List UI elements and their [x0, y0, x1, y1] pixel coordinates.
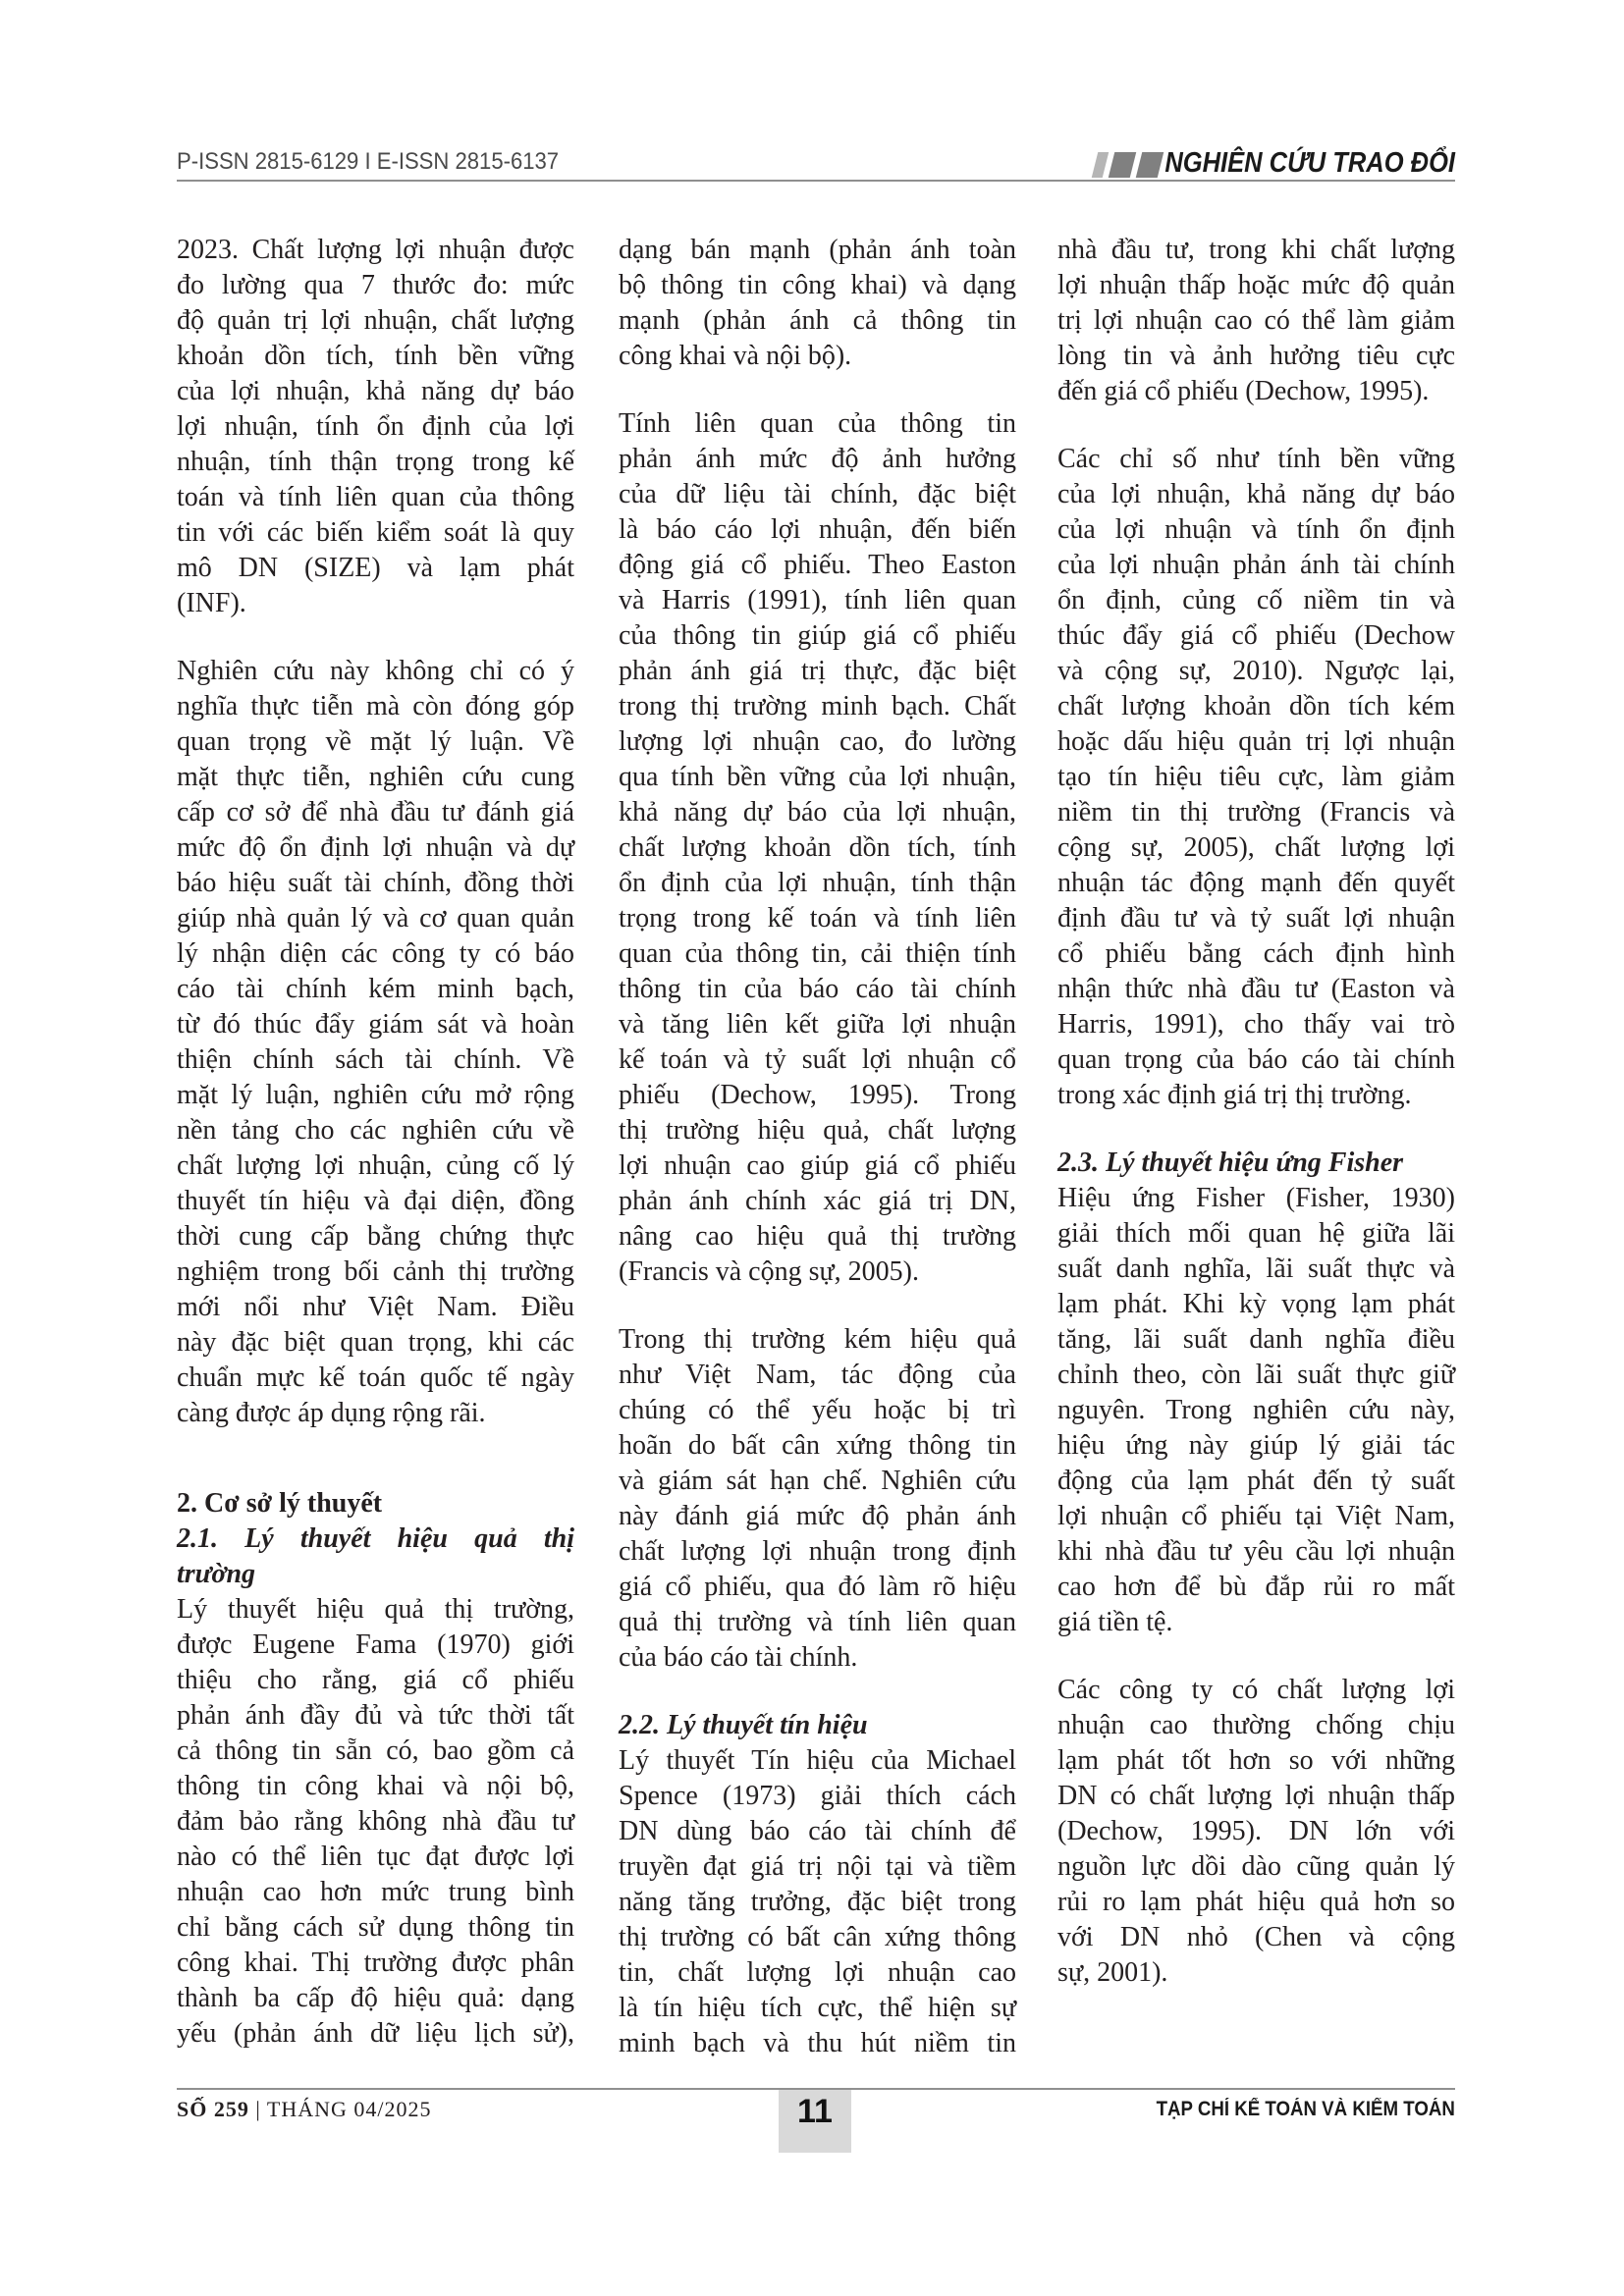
text-line: Trong thị trường kém hiệu quả [619, 1324, 1016, 1355]
text-line: này đặc biệt quan trọng, khi các [177, 1327, 574, 1358]
text-line: DN dùng báo cáo tài chính để [619, 1816, 1016, 1846]
text-line: lý nhận diện các công ty có báo [177, 938, 574, 969]
bar-light [1092, 152, 1109, 178]
text-line: mặt lý luận, nghiên cứu mở rộng [177, 1080, 574, 1110]
text-line: niềm tin thị trường (Francis và [1057, 797, 1455, 828]
subsection-heading-line: 2.1. Lý thuyết hiệu quả thị [177, 1523, 574, 1554]
text-line: lượng lợi nhuận cao, đo lường [619, 726, 1016, 757]
text-line: Lý thuyết hiệu quả thị trường, [177, 1594, 574, 1625]
paragraph [1057, 1673, 1455, 1991]
section-heading-text: 2. Cơ sở lý thuyết [177, 1488, 383, 1519]
text-line: tin với các biến kiểm soát là quy [177, 517, 574, 548]
text-line: suất danh nghĩa, lãi suất thực và [1057, 1254, 1455, 1284]
text-line: của lợi nhuận phản ánh tài chính [1057, 550, 1455, 580]
text-line: ổn định của lợi nhuận, tính thận [619, 868, 1016, 898]
paragraph [619, 406, 1016, 1290]
bar-dark [1136, 152, 1164, 178]
issue-date: THÁNG 04/2025 [266, 2097, 432, 2121]
subsection-heading-line: 2.2. Lý thuyết tín hiệu [619, 1710, 868, 1740]
issue-label [177, 2097, 431, 2122]
text-line: Nghiên cứu này không chỉ có ý [177, 656, 574, 686]
text-line: sự, 2001). [1057, 1957, 1168, 1988]
text-line: DN có chất lượng lợi nhuận thấp [1057, 1781, 1455, 1811]
text-line: thuyết tín hiệu và đại diện, đồng [177, 1186, 574, 1216]
text-line: này đánh giá mức độ phản ánh [619, 1501, 1016, 1531]
text-column-3 [1057, 233, 1455, 1991]
section-title: NGHIÊN CỨU TRAO ĐỔI [1164, 147, 1455, 179]
journal-name: TẠP CHÍ KẾ TOÁN VÀ KIỂM TOÁN [1156, 2098, 1455, 2120]
text-line: công khai. Thị trường được phân [177, 1948, 574, 1978]
text-line: phiếu (Dechow, 1995). Trong [619, 1080, 1016, 1110]
text-line: mặt thực tiễn, nghiên cứu cung [177, 762, 574, 792]
text-line: quan trọng về mặt lý luận. Về [177, 726, 574, 757]
text-line: năng tăng trưởng, đặc biệt trong [619, 1887, 1016, 1917]
text-line: trọng trong kế toán và tính liên [619, 903, 1016, 934]
text-line: thiệu cho rằng, giá cổ phiếu [177, 1665, 574, 1695]
section-bars-graphic [1093, 152, 1165, 178]
text-line: tạo tín hiệu tiêu cực, làm giảm [1057, 762, 1455, 792]
text-line: cấp cơ sở để nhà đầu tư đánh giá [177, 797, 574, 828]
text-line: định đầu tư và tỷ suất lợi nhuận [1057, 903, 1455, 934]
paragraph [1057, 442, 1455, 1113]
text-line: nhà đầu tư, trong khi chất lượng [1057, 235, 1455, 265]
text-line: minh bạch và thu hút niềm tin [619, 2028, 1016, 2058]
text-line: nguyên. Trong nghiên cứu này, [1057, 1395, 1455, 1425]
text-line: thị trường có bất cân xứng thông [619, 1922, 1016, 1952]
text-line: là báo cáo lợi nhuận, đến biến [619, 514, 1016, 545]
text-line: nào có thể liên tục đạt được lợi [177, 1842, 574, 1872]
text-line: là tín hiệu tích cực, thể hiện sự [619, 1993, 1016, 2023]
text-line: quan của thông tin, cải thiện tính [619, 938, 1016, 969]
text-line: chất lượng lợi nhuận, củng cố lý [177, 1150, 574, 1181]
text-line: yếu (phản ánh dữ liệu lịch sử), [177, 2018, 574, 2049]
text-line: của thông tin giúp giá cổ phiếu [619, 620, 1016, 651]
subsection-heading [1057, 1146, 1455, 1181]
text-line: nguồn lực dồi dào cũng quản lý [1057, 1851, 1455, 1882]
page-number: 11 [797, 2093, 833, 2130]
text-line: (INF). [177, 588, 246, 618]
bar-dark [1109, 152, 1136, 178]
text-line: tin, chất lượng lợi nhuận cao [619, 1957, 1016, 1988]
text-line: động giá cổ phiếu. Theo Easton [619, 550, 1016, 580]
text-line: phản ánh đầy đủ và tức thời tất [177, 1700, 574, 1731]
text-line: chúng có thể yếu hoặc bị trì [619, 1395, 1016, 1425]
text-line: độ quản trị lợi nhuận, chất lượng [177, 305, 574, 336]
issue-number: SỐ 259 [177, 2097, 249, 2121]
subsection-heading-line: trường [177, 1559, 256, 1589]
text-line: thông tin của báo cáo tài chính [619, 974, 1016, 1004]
text-line: nhuận tác động mạnh đến quyết [1057, 868, 1455, 898]
text-line: rủi ro lạm phát hiệu quả hơn so [1057, 1887, 1455, 1917]
text-line: truyền đạt giá trị nội tại và tiềm [619, 1851, 1016, 1882]
text-line: giúp nhà quản lý và cơ quan quản [177, 903, 574, 934]
section-heading [177, 1486, 574, 1522]
text-line: nhuận, tính thận trọng trong kế [177, 447, 574, 477]
text-line: phản ánh mức độ ảnh hưởng [619, 444, 1016, 474]
text-line: quả thị trường và tính liên quan [619, 1607, 1016, 1637]
text-column-1 [177, 233, 574, 2052]
text-line: hoặc dấu hiệu quản trị lợi nhuận [1057, 726, 1455, 757]
text-line: thời cung cấp bằng chứng thực [177, 1221, 574, 1252]
text-line: báo hiệu suất tài chính, đồng thời [177, 868, 574, 898]
text-line: chỉnh theo, còn lãi suất thực giữ [1057, 1360, 1455, 1390]
text-line: trong thị trường minh bạch. Chất [619, 691, 1016, 721]
text-line: khoản dồn tích, tính bền vững [177, 341, 574, 371]
text-line: Harris, 1991), cho thấy vai trò [1057, 1009, 1455, 1040]
header-rule [177, 180, 1455, 182]
text-line: Tính liên quan của thông tin [619, 408, 1016, 439]
paragraph [177, 233, 574, 621]
text-line: khi nhà đầu tư yêu cầu lợi nhuận [1057, 1536, 1455, 1567]
text-line: (Dechow, 1995). DN lớn với [1057, 1816, 1455, 1846]
text-line: hiệu ứng này giúp lý giải tác [1057, 1430, 1455, 1461]
text-line: (Francis và cộng sự, 2005). [619, 1256, 920, 1287]
text-line: giải thích mối quan hệ giữa lãi [1057, 1218, 1455, 1249]
text-line: tăng, lãi suất danh nghĩa điều [1057, 1324, 1455, 1355]
text-line: mô DN (SIZE) và lạm phát [177, 553, 574, 583]
text-line: khả năng dự báo của lợi nhuận, [619, 797, 1016, 828]
text-line: chỉ bằng cách sử dụng thông tin [177, 1912, 574, 1943]
text-line: và Harris (1991), tính liên quan [619, 585, 1016, 615]
paragraph [619, 1322, 1016, 1676]
text-line: cộng sự, 2005), chất lượng lợi [1057, 832, 1455, 863]
text-line: nhuận cao hơn mức trung bình [177, 1877, 574, 1907]
text-line: bộ thông tin công khai) và dạng [619, 270, 1016, 300]
text-line: thiện chính sách tài chính. Về [177, 1044, 574, 1075]
subsection-heading [177, 1522, 574, 1592]
issue-separator: | [255, 2097, 261, 2121]
text-line: ổn định, củng cố niềm tin và [1057, 585, 1455, 615]
text-line: cao hơn để bù đắp rủi ro mất [1057, 1572, 1455, 1602]
text-line: của lợi nhuận, khả năng dự báo [1057, 479, 1455, 509]
page-number-box [779, 2090, 851, 2153]
text-line: thúc đẩy giá cổ phiếu (Dechow [1057, 620, 1455, 651]
text-line: chất lượng lợi nhuận trong định [619, 1536, 1016, 1567]
text-line: thông tin công khai và nội bộ, [177, 1771, 574, 1801]
text-line: công khai và nội bộ). [619, 341, 852, 371]
text-line: nhận thức nhà đầu tư (Easton và [1057, 974, 1455, 1004]
text-line: lòng tin và ảnh hưởng tiêu cực [1057, 341, 1455, 371]
text-line: nền tảng cho các nghiên cứu về [177, 1115, 574, 1146]
paragraph [1057, 1181, 1455, 1640]
text-line: đo lường qua 7 thước đo: mức [177, 270, 574, 300]
text-line: đến giá cổ phiếu (Dechow, 1995). [1057, 376, 1430, 406]
subsection-heading-line: 2.3. Lý thuyết hiệu ứng Fisher [1057, 1148, 1404, 1178]
text-line: Hiệu ứng Fisher (Fisher, 1930) [1057, 1183, 1455, 1213]
text-line: Spence (1973) giải thích cách [619, 1781, 1016, 1811]
text-line: thành ba cấp độ hiệu quả: dạng [177, 1983, 574, 2013]
text-line: thị trường hiệu quả, chất lượng [619, 1115, 1016, 1146]
text-line: toán và tính liên quan của thông [177, 482, 574, 512]
text-line: của lợi nhuận và tính ổn định [1057, 514, 1455, 545]
text-line: chuẩn mực kế toán quốc tế ngày [177, 1362, 574, 1393]
text-line: Các chỉ số như tính bền vững [1057, 444, 1455, 474]
text-line: càng được áp dụng rộng rãi. [177, 1398, 486, 1428]
text-line: lạm phát. Khi kỳ vọng lạm phát [1057, 1289, 1455, 1319]
text-line: của dữ liệu tài chính, đặc biệt [619, 479, 1016, 509]
text-line: phản ánh giá trị thực, đặc biệt [619, 656, 1016, 686]
text-line: từ đó thúc đẩy giám sát và hoàn [177, 1009, 574, 1040]
text-line: lạm phát tốt hơn so với những [1057, 1745, 1455, 1776]
text-line: được Eugene Fama (1970) giới [177, 1629, 574, 1660]
issn-label: P-ISSN 2815-6129 I E-ISSN 2815-6137 [177, 148, 560, 175]
text-column-2 [619, 233, 1016, 2061]
text-line: mức độ ổn định lợi nhuận và dự [177, 832, 574, 863]
text-line: với DN nhỏ (Chen và cộng [1057, 1922, 1455, 1952]
text-line: giá tiền tệ. [1057, 1607, 1173, 1637]
text-line: Các công ty có chất lượng lợi [1057, 1675, 1455, 1705]
text-line: và cộng sự, 2010). Ngược lại, [1057, 656, 1455, 686]
subsection-heading [619, 1708, 1016, 1743]
text-line: hoãn do bất cân xứng thông tin [619, 1430, 1016, 1461]
text-line: mạnh (phản ánh cả thông tin [619, 305, 1016, 336]
text-line: nghiệm trong bối cảnh thị trường [177, 1256, 574, 1287]
text-line: chất lượng khoản dồn tích, tính [619, 832, 1016, 863]
text-line: trong xác định giá trị thị trường. [1057, 1080, 1412, 1110]
text-line: lợi nhuận, tính ổn định của lợi [177, 411, 574, 442]
text-line: giá cổ phiếu, qua đó làm rõ hiệu [619, 1572, 1016, 1602]
text-line: mới nổi như Việt Nam. Điều [177, 1292, 574, 1322]
text-line: động của lạm phát đến tỷ suất [1057, 1466, 1455, 1496]
paragraph [177, 1592, 574, 2052]
text-line: cáo tài chính kém minh bạch, [177, 974, 574, 1004]
text-line: qua tính bền vững của lợi nhuận, [619, 762, 1016, 792]
text-line: cổ phiếu bằng cách định hình [1057, 938, 1455, 969]
text-line: nhuận cao thường chống chịu [1057, 1710, 1455, 1740]
paragraph [1057, 233, 1455, 409]
text-line: cả thông tin sẵn có, bao gồm cả [177, 1735, 574, 1766]
text-line: trị lợi nhuận cao có thể làm giảm [1057, 305, 1455, 336]
text-line: của báo cáo tài chính. [619, 1642, 858, 1673]
text-line: nâng cao hiệu quả thị trường [619, 1221, 1016, 1252]
paragraph [619, 233, 1016, 374]
text-line: lợi nhuận cao giúp giá cổ phiếu [619, 1150, 1016, 1181]
text-line: kế toán và tỷ suất lợi nhuận cổ [619, 1044, 1016, 1075]
text-line: và giám sát hạn chế. Nghiên cứu [619, 1466, 1016, 1496]
text-line: Lý thuyết Tín hiệu của Michael [619, 1745, 1016, 1776]
text-line: 2023. Chất lượng lợi nhuận được [177, 235, 574, 265]
text-line: phản ánh chính xác giá trị DN, [619, 1186, 1016, 1216]
text-line: lợi nhuận thấp hoặc mức độ quản [1057, 270, 1455, 300]
paragraph [619, 1743, 1016, 2061]
text-line: chất lượng khoản dồn tích kém [1057, 691, 1455, 721]
paragraph [177, 654, 574, 1431]
text-line: của lợi nhuận, khả năng dự báo [177, 376, 574, 406]
text-line: như Việt Nam, tác động của [619, 1360, 1016, 1390]
text-line: quan trọng của báo cáo tài chính [1057, 1044, 1455, 1075]
text-line: lợi nhuận cổ phiếu tại Việt Nam, [1057, 1501, 1455, 1531]
text-line: dạng bán mạnh (phản ánh toàn [619, 235, 1016, 265]
text-line: nghĩa thực tiễn mà còn đóng góp [177, 691, 574, 721]
text-line: đảm bảo rằng không nhà đầu tư [177, 1806, 574, 1837]
text-line: và tăng liên kết giữa lợi nhuận [619, 1009, 1016, 1040]
